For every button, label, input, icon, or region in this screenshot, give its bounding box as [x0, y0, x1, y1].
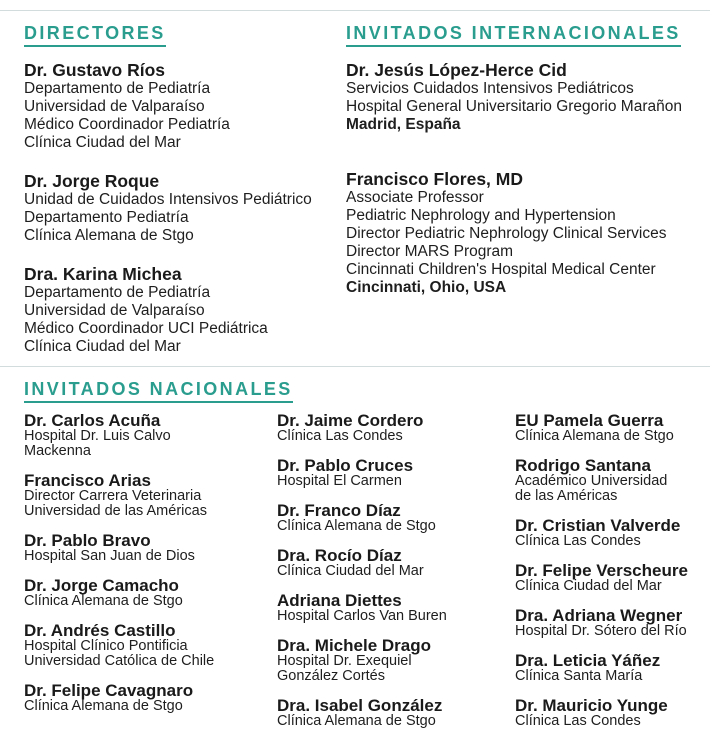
director-entry: [24, 60, 334, 152]
person-name: Dr. Pablo Bravo: [24, 531, 151, 550]
person-detail: Clínica Las Condes: [515, 713, 641, 729]
person-detail: Clínica Ciudad del Mar: [277, 563, 424, 579]
person-name: Dr. Felipe Cavagnaro: [24, 681, 194, 700]
nacionales-column-3: [515, 412, 710, 742]
person-detail: Pediatric Nephrology and Hypertension: [346, 207, 616, 224]
person-name: Dra. Adriana Wegner: [515, 606, 683, 625]
person-detail: Hospital General Universitario Gregorio Marañon: [346, 98, 682, 115]
person-name: Dr. Jaime Cordero: [277, 411, 424, 430]
person-detail: Clínica Las Condes: [515, 533, 641, 549]
national-entry: [277, 457, 512, 489]
person-name: Dr. Andrés Castillo: [24, 621, 176, 640]
person-detail: Hospital San Juan de Dios: [24, 548, 195, 564]
person-detail: Hospital Carlos Van Buren: [277, 608, 447, 624]
person-detail: González Cortés: [277, 668, 385, 684]
person-detail: Clínica Las Condes: [277, 428, 403, 444]
person-detail: Clínica Alemana de Stgo: [24, 593, 183, 609]
person-detail: Clínica Ciudad del Mar: [515, 578, 662, 594]
person-detail: Universidad de Valparaíso: [24, 98, 205, 115]
director-entry: [24, 171, 334, 245]
national-entry: [515, 457, 710, 504]
person-name: Adriana Diettes: [277, 591, 402, 610]
person-name: EU Pamela Guerra: [515, 411, 664, 430]
person-name: Dr. Pablo Cruces: [277, 456, 414, 475]
person-name: Dra. Isabel González: [277, 696, 443, 715]
person-detail: Hospital Dr. Exequiel: [277, 653, 412, 669]
national-entry: [515, 412, 710, 444]
person-name: Dr. Felipe Verscheure: [515, 561, 688, 580]
director-entry: [24, 264, 334, 356]
national-entry: [24, 577, 274, 609]
person-detail: Hospital El Carmen: [277, 473, 402, 489]
person-detail: Hospital Clínico Pontificia: [24, 638, 188, 654]
person-detail: Académico Universidad: [515, 473, 668, 489]
person-name: Rodrigo Santana: [515, 456, 652, 475]
person-detail: Director MARS Program: [346, 243, 514, 260]
international-entry: [346, 169, 710, 297]
person-detail: Médico Coordinador Pediatría: [24, 116, 230, 133]
national-entry: [24, 472, 274, 519]
person-detail: Hospital Dr. Sótero del Río: [515, 623, 687, 639]
person-detail: Hospital Dr. Luis Calvo: [24, 428, 171, 444]
person-detail: Unidad de Cuidados Intensivos Pediátrico: [24, 191, 312, 208]
national-entry: [277, 547, 512, 579]
international-entry: [346, 60, 710, 134]
person-detail: Médico Coordinador UCI Pediátrica: [24, 320, 268, 337]
person-detail: Universidad de las Américas: [24, 503, 207, 519]
national-entry: [24, 622, 274, 669]
person-detail: Director Pediatric Nephrology Clinical Services: [346, 225, 667, 242]
internacionales-heading: INVITADOS INTERNACIONALES: [346, 23, 681, 47]
person-name: Dr. Carlos Acuña: [24, 411, 161, 430]
person-detail: Clínica Alemana de Stgo: [277, 713, 436, 729]
person-name: Dr. Jorge Roque: [24, 171, 160, 191]
person-detail: Servicios Cuidados Intensivos Pediátricos: [346, 80, 634, 97]
person-name: Francisco Arias: [24, 471, 151, 490]
person-name: Dr. Franco Díaz: [277, 501, 401, 520]
person-detail: Departamento de Pediatría: [24, 80, 211, 97]
national-entry: [515, 652, 710, 684]
nacionales-column-2: [277, 412, 512, 742]
person-detail: Associate Professor: [346, 189, 484, 206]
person-detail: Clínica Alemana de Stgo: [515, 428, 674, 444]
person-name: Dr. Jorge Camacho: [24, 576, 179, 595]
person-name: Dr. Mauricio Yunge: [515, 696, 668, 715]
person-detail: Departamento Pediatría: [24, 209, 189, 226]
national-entry: [277, 592, 512, 624]
person-name: Dra. Leticia Yáñez: [515, 651, 661, 670]
person-name: Dr. Cristian Valverde: [515, 516, 681, 535]
person-name: Dr. Gustavo Ríos: [24, 60, 166, 80]
person-detail: Cincinnati Children's Hospital Medical Center: [346, 261, 656, 278]
middle-divider: [0, 366, 710, 367]
person-detail: Clínica Ciudad del Mar: [24, 134, 181, 151]
person-detail: de las Américas: [515, 488, 618, 504]
person-location: Cincinnati, Ohio, USA: [346, 279, 507, 296]
person-detail: Director Carrera Veterinaria: [24, 488, 202, 504]
person-detail: Clínica Alemana de Stgo: [24, 698, 183, 714]
national-entry: [277, 637, 512, 684]
person-name: Dra. Karina Michea: [24, 264, 182, 284]
person-detail: Mackenna: [24, 443, 91, 459]
national-entry: [515, 607, 710, 639]
top-divider: [0, 10, 710, 11]
national-entry: [24, 412, 274, 459]
person-name: Dra. Rocío Díaz: [277, 546, 402, 565]
person-detail: Clínica Ciudad del Mar: [24, 338, 181, 355]
person-detail: Clínica Santa María: [515, 668, 643, 684]
person-detail: Clínica Alemana de Stgo: [24, 227, 194, 244]
national-entry: [277, 412, 512, 444]
person-detail: Universidad Católica de Chile: [24, 653, 215, 669]
national-entry: [515, 562, 710, 594]
nacionales-column-1: [24, 412, 274, 727]
person-detail: Clínica Alemana de Stgo: [277, 518, 436, 534]
person-name: Francisco Flores, MD: [346, 169, 523, 189]
national-entry: [24, 682, 274, 714]
national-entry: [24, 532, 274, 564]
nacionales-heading: INVITADOS NACIONALES: [24, 379, 293, 403]
person-name: Dra. Michele Drago: [277, 636, 431, 655]
person-detail: Departamento de Pediatría: [24, 284, 211, 301]
person-name: Dr. Jesús López-Herce Cid: [346, 60, 567, 80]
internacionales-list: [346, 60, 710, 316]
person-location: Madrid, España: [346, 116, 461, 133]
directores-heading: DIRECTORES: [24, 23, 166, 47]
national-entry: [515, 697, 710, 729]
national-entry: [277, 502, 512, 534]
national-entry: [515, 517, 710, 549]
person-detail: Universidad de Valparaíso: [24, 302, 205, 319]
national-entry: [277, 697, 512, 729]
directores-list: [24, 60, 334, 375]
